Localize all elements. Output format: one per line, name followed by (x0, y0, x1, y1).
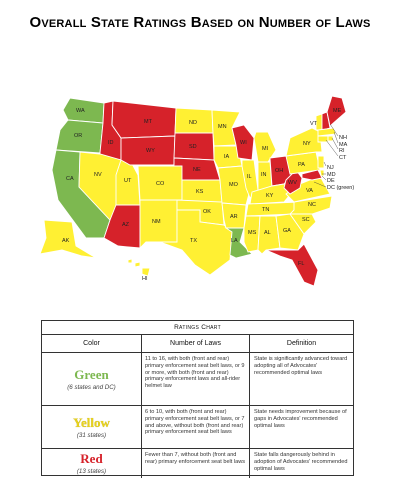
label-dc: DC (green) (327, 185, 355, 191)
label-ar: AR (230, 214, 238, 220)
header-color: Color (42, 335, 142, 352)
label-ca: CA (66, 176, 74, 182)
label-id: ID (108, 140, 114, 146)
label-va: VA (306, 188, 313, 194)
rating-name-red: Red (80, 451, 103, 466)
rating-count-green: (6 states and DC) (67, 383, 116, 391)
label-ms: MS (248, 230, 257, 236)
label-hi: HI (142, 276, 148, 282)
label-mi: MI (262, 146, 269, 152)
label-ga: GA (283, 228, 291, 234)
page-title: Overall State Ratings Based on Number of Laws (29, 14, 371, 31)
state-ct (318, 136, 328, 142)
label-oh: OH (275, 168, 284, 174)
row-red (42, 449, 353, 478)
label-pa: PA (298, 162, 305, 168)
header-number-of-laws: Number of Laws (142, 335, 250, 352)
label-nv: NV (94, 172, 102, 178)
label-nd: ND (189, 120, 197, 126)
label-nm: NM (152, 219, 161, 225)
ratings-chart-caption: Ratings Chart (42, 321, 353, 335)
label-ma: MA (339, 142, 348, 148)
state-fl (266, 244, 318, 286)
label-me: ME (333, 108, 342, 114)
label-il: IL (247, 174, 252, 180)
state-hi-3 (142, 268, 150, 276)
label-ny: NY (303, 141, 311, 147)
header-definition: Definition (286, 340, 317, 347)
label-ks: KS (196, 189, 204, 195)
label-de: DE (327, 178, 335, 184)
label-or: OR (74, 133, 83, 139)
label-ne: NE (193, 167, 201, 173)
rating-definition-green: State is significantly advanced toward adopting all of Advocates' recommended optimal laws (254, 356, 348, 376)
label-sd: SD (189, 144, 197, 150)
label-co: CO (156, 181, 165, 187)
label-nj: NJ (327, 165, 334, 171)
label-ia: IA (224, 154, 230, 160)
state-hi-2 (135, 262, 140, 267)
label-ri: RI (339, 148, 345, 154)
rating-laws-yellow: 6 to 10, with both (front and rear) primary enforcement seat belt laws, or 7 and above, without both (front and rear) primary enforcement seat belt laws (142, 406, 250, 448)
rating-color-cell (42, 449, 142, 478)
label-tn: TN (262, 207, 270, 213)
rating-definition-yellow: State needs improvement because of gaps in Advocates' recommended optimal laws (254, 409, 347, 429)
rating-definition-red: State falls dangerously behind in adoption of Advocates' recommended optimal laws (254, 452, 348, 472)
label-ut: UT (124, 178, 132, 184)
label-tx: TX (190, 238, 198, 244)
label-wy: WY (146, 148, 155, 154)
label-nh: NH (339, 135, 347, 141)
ratings-chart-header (42, 335, 353, 353)
state-de (320, 170, 324, 176)
label-wa: WA (76, 108, 85, 114)
ratings-chart (41, 320, 354, 476)
rating-color-cell (42, 406, 142, 448)
label-nc: NC (308, 202, 316, 208)
label-wi: WI (240, 140, 247, 146)
label-al: AL (264, 230, 271, 236)
label-fl: FL (298, 261, 305, 267)
rating-laws-green: 11 to 16, with both (front and rear) primary enforcement seat belt laws, or 9 or more, with both (front and rear) primary enforcement laws and all-rider helmet law (142, 353, 250, 405)
us-state-ratings-map (0, 70, 400, 290)
label-ok: OK (203, 209, 211, 215)
rating-count-yellow: (31 states) (76, 431, 107, 439)
rating-name-green: Green (74, 366, 109, 382)
label-az: AZ (122, 222, 130, 228)
rating-color-cell (42, 353, 142, 405)
label-mn: MN (218, 124, 227, 130)
label-wv: WV (288, 180, 297, 186)
rating-name-yellow: Yellow (73, 414, 110, 430)
state-nj (318, 156, 324, 168)
label-ak: AK (62, 238, 70, 244)
label-ky: KY (266, 193, 274, 199)
label-mt: MT (144, 119, 152, 125)
label-vt: VT (310, 121, 318, 127)
label-la: LA (231, 238, 238, 244)
row-yellow (42, 406, 353, 449)
row-green (42, 353, 353, 406)
rating-laws-red: Fewer than 7, without both (front and rear) primary enforcement seat belt laws (142, 449, 250, 478)
label-sc: SC (302, 217, 310, 223)
state-hi-1 (128, 259, 132, 263)
rating-count-red: (13 states) (76, 468, 107, 475)
label-ct: CT (339, 155, 347, 161)
label-md: MD (327, 172, 336, 178)
label-mo: MO (229, 182, 238, 188)
label-in: IN (261, 172, 267, 178)
